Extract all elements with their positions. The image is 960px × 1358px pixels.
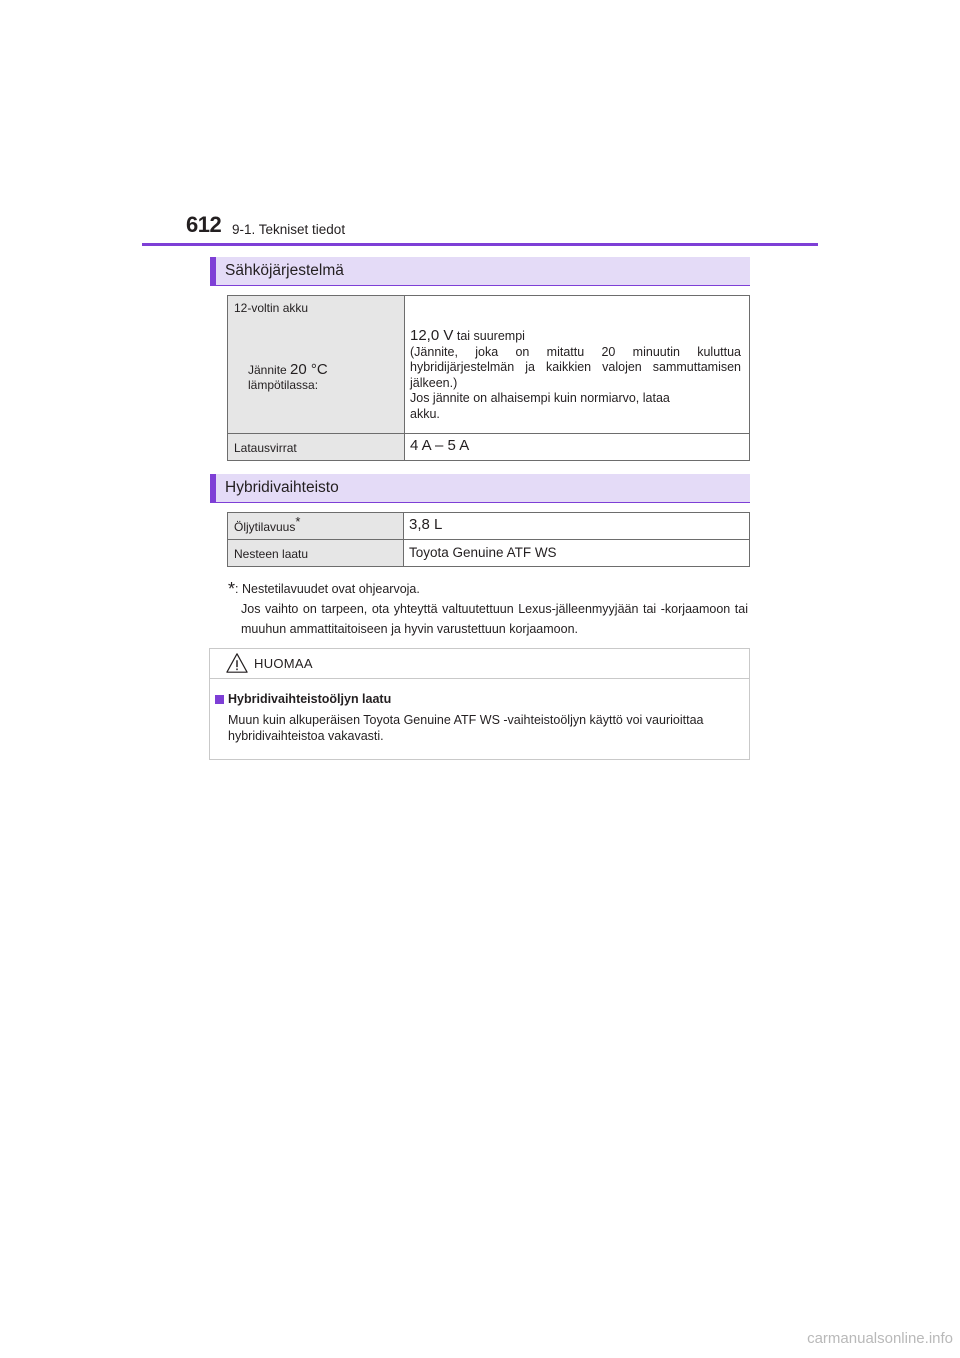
section-heading-transmission xyxy=(210,474,750,503)
table-row xyxy=(228,434,750,461)
section-heading-transmission-text: Hybridivaihteisto xyxy=(225,479,339,496)
transmission-spec-table xyxy=(227,512,750,567)
watermark: carmanualsonline.info xyxy=(807,1330,953,1347)
section-title: 9-1. Tekniset tiedot xyxy=(232,222,346,237)
voltage-description: (Jännite, joka on mitattu 20 minuutin kuluttua hybridijärjestelmän ja kaikkien valojen sammuttamisen jälkeen.) xyxy=(410,344,741,390)
oil-capacity-value: 3,8 L xyxy=(404,513,750,540)
page-number: 612 xyxy=(186,212,222,237)
footnote-star: * xyxy=(228,579,236,599)
charging-label: Latausvirrat xyxy=(228,434,405,461)
table-row xyxy=(228,296,750,434)
table-row xyxy=(228,540,750,567)
notice-box xyxy=(209,648,750,760)
notice-divider xyxy=(210,678,749,679)
section-heading-electrical xyxy=(210,257,750,286)
square-bullet-icon xyxy=(215,695,224,704)
voltage-value-cell xyxy=(405,296,750,434)
notice-title: HUOMAA xyxy=(254,656,313,671)
table-row xyxy=(228,513,750,540)
fluid-type-value: Toyota Genuine ATF WS xyxy=(404,540,750,567)
voltage-value: 12,0 V tai suurempi xyxy=(410,327,525,344)
battery-label: 12-voltin akku xyxy=(234,301,309,315)
oil-capacity-label: Öljytilavuus* xyxy=(228,513,404,540)
fluid-type-label: Nesteen laatu xyxy=(228,540,404,567)
battery-label-cell xyxy=(228,296,405,434)
footnote-line-1: : Nestetilavuudet ovat ohjearvoja. xyxy=(235,582,420,596)
charging-value: 4 A – 5 A xyxy=(405,434,750,461)
footnote xyxy=(228,577,748,639)
warning-icon xyxy=(226,652,248,674)
footnote-marker: * xyxy=(295,514,301,529)
notice-subtitle: Hybridivaihteistoöljyn laatu xyxy=(228,692,392,706)
notice-body: Muun kuin alkuperäisen Toyota Genuine ATF WS -vaihteistoöljyn käyttö voi vaurioittaa hybridivaihteistoa vakavasti. xyxy=(228,713,704,743)
header-rule xyxy=(142,243,818,246)
low-voltage-note: Jos jännite on alhaisempi kuin normiarvo, lataa akku. xyxy=(410,391,670,421)
voltage-label: Jännite 20 °C lämpötilassa: xyxy=(248,361,328,392)
section-heading-electrical-text: Sähköjärjestelmä xyxy=(225,262,344,279)
footnote-line-2: Jos vaihto on tarpeen, ota yhteyttä valtuutettuun Lexus-jälleenmyyjään tai -korjaamoon tai muuhun ammattitaitoiseen ja hyvin varustettuun korjaamoon. xyxy=(241,602,748,636)
electrical-spec-table xyxy=(227,295,750,461)
